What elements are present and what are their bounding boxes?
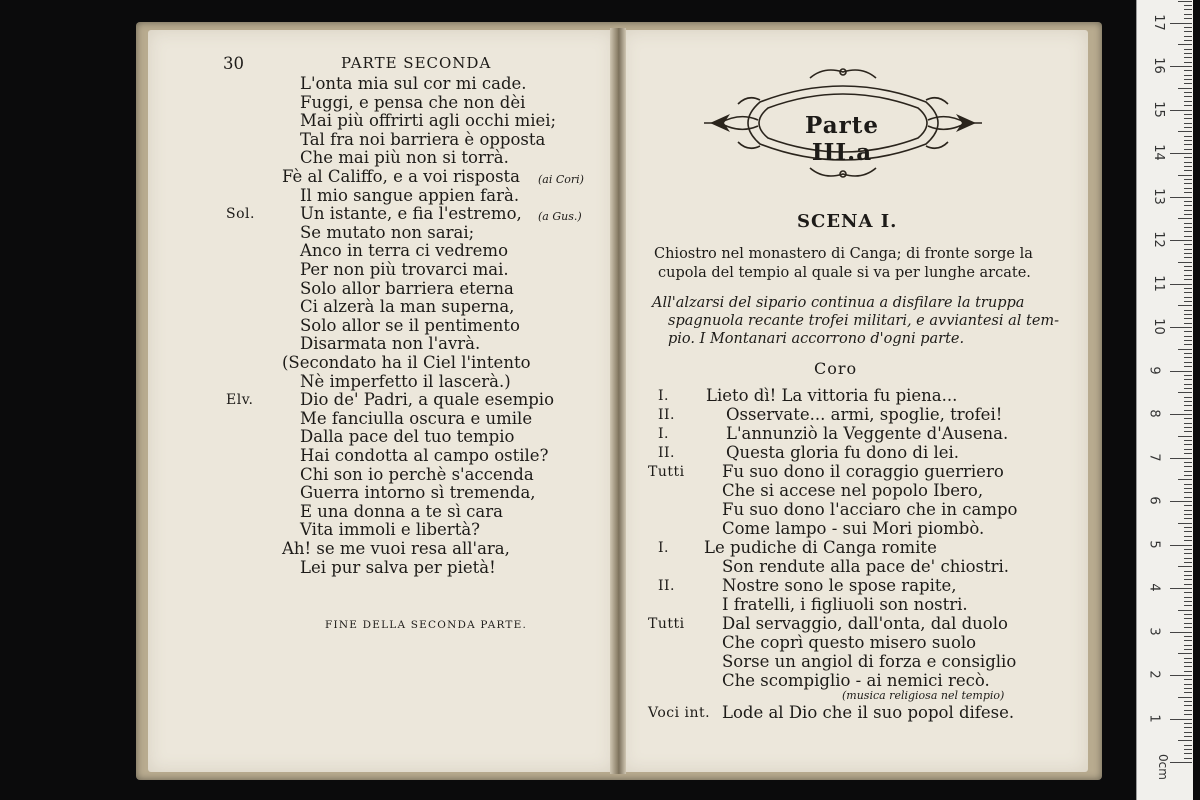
ruler-tick (1184, 579, 1192, 580)
ruler-tick (1170, 371, 1192, 372)
ruler-tick (1184, 749, 1192, 750)
ruler-tick (1170, 284, 1192, 285)
ruler-tick (1184, 627, 1192, 628)
ruler-tick (1184, 558, 1192, 559)
ruler-tick (1184, 666, 1192, 667)
ruler-tick (1184, 671, 1192, 672)
ruler-unit: 0cm (1155, 754, 1170, 780)
ruler-tick (1184, 505, 1192, 506)
ruler-tick (1184, 692, 1192, 693)
ruler-tick (1184, 275, 1192, 276)
ruler-tick (1184, 423, 1192, 424)
ruler-tick (1184, 18, 1192, 19)
ruler-tick (1184, 701, 1192, 702)
ruler-tick (1184, 418, 1192, 419)
ruler-tick (1184, 401, 1192, 402)
scene-setting-line: cupola del tempio al quale si va per lunghe arcate. (658, 265, 1031, 281)
ruler-tick (1184, 62, 1192, 63)
ruler-tick (1184, 136, 1192, 137)
ruler-label: 2 (1146, 670, 1162, 679)
ruler-label: 8 (1146, 409, 1162, 418)
ruler-tick (1184, 453, 1192, 454)
verse-line: Le pudiche di Canga romite (704, 538, 937, 557)
ruler-tick (1184, 210, 1192, 211)
speaker-label: Tutti (648, 464, 685, 480)
part-end-footer: FINE DELLA SECONDA PARTE. (325, 619, 528, 631)
ruler-tick (1170, 414, 1192, 415)
ruler-tick (1184, 736, 1192, 737)
ruler-tick (1184, 384, 1192, 385)
ruler-tick (1184, 114, 1192, 115)
ruler-tick (1170, 675, 1192, 676)
ruler-tick (1178, 436, 1192, 437)
ruler-tick (1184, 723, 1192, 724)
verse-line: Fuggi, e pensa che non dèi (300, 92, 526, 112)
ruler-tick (1184, 584, 1192, 585)
verse-line: Che coprì questo misero suolo (722, 633, 977, 652)
speaker-label: Sol. (226, 206, 255, 223)
verse-line: Ci alzerà la man superna, (300, 297, 515, 317)
speaker-label: Tutti (648, 616, 685, 632)
verse-line: Sorse un angiol di forza e consiglio (722, 652, 1017, 671)
ruler-tick (1184, 331, 1192, 332)
ruler-tick (1184, 70, 1192, 71)
ruler-tick (1184, 9, 1192, 10)
verse-line: Guerra intorno sì tremenda, (300, 483, 536, 503)
verse-line: Lode al Dio che il suo popol difese. (722, 703, 1015, 722)
ruler-tick (1178, 131, 1192, 132)
ruler-tick (1184, 397, 1192, 398)
verse-line: Chi son io perchè s'accenda (300, 464, 534, 484)
ruler-tick (1184, 270, 1192, 271)
ruler-tick (1184, 170, 1192, 171)
ruler-tick (1184, 249, 1192, 250)
ruler-tick (1184, 279, 1192, 280)
verse-line: Ah! se me vuoi resa all'ara, (282, 539, 510, 558)
ruler-tick (1184, 462, 1192, 463)
ruler-tick (1184, 679, 1192, 680)
speaker-label: II. (658, 578, 676, 594)
ruler-tick (1184, 162, 1192, 163)
ruler-tick (1184, 188, 1192, 189)
ruler-tick (1184, 571, 1192, 572)
ruler-tick (1184, 53, 1192, 54)
speaker-label: II. (658, 445, 676, 461)
ruler-tick (1184, 318, 1192, 319)
ruler-tick (1184, 431, 1192, 432)
ruler-label: 5 (1146, 539, 1162, 549)
ruler-tick (1170, 458, 1192, 459)
ruler-tick (1184, 636, 1192, 637)
ruler-tick (1184, 179, 1192, 180)
speaker-label: I. (658, 540, 669, 556)
ruler-tick (1178, 697, 1192, 698)
stage-direction-line: All'alzarsi del sipario continua a disfilare la truppa (652, 295, 1025, 311)
ruler-tick (1184, 688, 1192, 689)
verse-line: Fè al Califfo, e a voi risposta (282, 167, 521, 186)
ruler-tick (1178, 88, 1192, 89)
chorus-heading: Coro (814, 359, 858, 378)
verse-line: Tal fra noi barriera è opposta (300, 129, 546, 149)
ruler-tick (1178, 262, 1192, 263)
ruler-tick (1184, 536, 1192, 537)
ruler-tick (1184, 732, 1192, 733)
ruler-tick (1184, 101, 1192, 102)
ruler-label: 6 (1146, 496, 1162, 505)
speaker-label: I. (658, 426, 669, 442)
ruler-tick (1170, 545, 1192, 546)
ruler-tick (1184, 79, 1192, 80)
verse-line: Un istante, e fia l'estremo, (300, 204, 522, 224)
ruler-tick (1184, 40, 1192, 41)
verse-line: (Secondato ha il Ciel l'intento (282, 353, 531, 372)
verse-line: E una donna a te sì cara (300, 501, 503, 521)
verse-line: Dalla pace del tuo tempio (300, 427, 515, 447)
page-number: 30 (223, 54, 244, 73)
ruler-tick (1184, 492, 1192, 493)
ruler-tick (1170, 66, 1192, 67)
ruler-label: 12 (1150, 231, 1166, 248)
stage-note: (ai Cori) (538, 173, 584, 186)
ruler-tick (1184, 705, 1192, 706)
ruler-tick (1184, 49, 1192, 50)
ruler-tick (1184, 518, 1192, 519)
ruler-tick (1184, 362, 1192, 363)
ruler-tick (1184, 727, 1192, 728)
verse-line: Nostre sono le spose rapite, (722, 576, 957, 595)
scene-setting-line: Chiostro nel monastero di Canga; di fronte sorge la (654, 246, 1033, 262)
ruler-tick (1178, 305, 1192, 306)
ruler-tick (1184, 366, 1192, 367)
ruler-tick (1184, 14, 1192, 15)
ruler-tick (1184, 614, 1192, 615)
ruler-tick (1170, 327, 1192, 328)
ruler-tick (1184, 471, 1192, 472)
ruler-tick (1184, 223, 1192, 224)
ruler-tick (1184, 449, 1192, 450)
ruler-tick (1184, 105, 1192, 106)
running-head: PARTE SECONDA (341, 54, 492, 72)
ruler-tick (1184, 497, 1192, 498)
ruler-tick (1184, 601, 1192, 602)
ruler-tick (1184, 310, 1192, 311)
ruler-label: 11 (1150, 274, 1166, 292)
ruler-tick (1184, 231, 1192, 232)
verse-line: Hai condotta al campo ostile? (300, 446, 549, 465)
ruler-tick (1184, 244, 1192, 245)
ruler-tick (1184, 379, 1192, 380)
ruler-tick (1184, 645, 1192, 646)
speaker-label: II. (658, 407, 676, 423)
ruler-tick (1184, 31, 1192, 32)
verse-line: Son rendute alla pace de' chiostri. (722, 557, 1010, 576)
ruler-tick (1184, 758, 1192, 759)
verse-line: Disarmata non l'avrà. (300, 334, 481, 354)
ruler-tick (1184, 205, 1192, 206)
ruler-tick (1184, 466, 1192, 467)
ruler-tick (1184, 484, 1192, 485)
ruler-tick (1170, 240, 1192, 241)
ruler-tick (1184, 340, 1192, 341)
ruler-tick (1184, 405, 1192, 406)
verse-line: Che si accese nel popolo Ibero, (722, 481, 984, 500)
verse-line: Anco in terra ci vedremo (300, 241, 509, 261)
ruler-tick (1178, 218, 1192, 219)
ruler-tick (1178, 653, 1192, 654)
ruler-tick (1184, 531, 1192, 532)
verse-line: Che mai più non si torrà. (300, 148, 509, 168)
ruler-tick (1184, 253, 1192, 254)
book-gutter (610, 28, 626, 774)
ruler-label: 4 (1146, 583, 1162, 592)
ruler-tick (1178, 349, 1192, 350)
ruler-tick (1184, 323, 1192, 324)
ruler-tick (1184, 353, 1192, 354)
ruler-tick (1184, 227, 1192, 228)
verse-line: L'onta mia sul cor mi cade. (300, 74, 527, 93)
stage-note: (musica religiosa nel tempio) (842, 689, 1005, 702)
verse-line: Vita immoli e libertà? (300, 520, 481, 540)
ruler-tick (1184, 714, 1192, 715)
ruler-tick (1184, 183, 1192, 184)
stage-direction-line: spagnuola recante trofei militari, e avviantesi al tem- (668, 313, 1060, 329)
ruler-tick (1184, 427, 1192, 428)
ruler-tick (1178, 479, 1192, 480)
ruler-tick (1184, 553, 1192, 554)
part-title: Parte III.a (805, 112, 879, 166)
ruler-tick (1184, 597, 1192, 598)
ruler-tick (1184, 5, 1192, 6)
ruler-tick (1170, 762, 1192, 763)
ruler-tick (1184, 292, 1192, 293)
ruler-tick (1184, 192, 1192, 193)
ruler-tick (1184, 592, 1192, 593)
ruler-tick (1178, 566, 1192, 567)
ruler-tick (1184, 444, 1192, 445)
verse-line: Questa gloria fu dono di lei. (726, 443, 960, 462)
ruler-tick (1178, 523, 1192, 524)
ruler-tick (1184, 710, 1192, 711)
ruler-tick (1170, 110, 1192, 111)
ruler-tick (1170, 197, 1192, 198)
ruler-tick (1170, 501, 1192, 502)
scene-heading: SCENA I. (797, 211, 898, 232)
ruler-tick (1184, 214, 1192, 215)
ruler-tick (1184, 510, 1192, 511)
ruler-label: 7 (1146, 452, 1162, 462)
ruler-tick (1184, 314, 1192, 315)
ruler-label: 16 (1150, 57, 1166, 74)
ruler-tick (1184, 288, 1192, 289)
ruler-label: 14 (1150, 144, 1166, 161)
ruler-tick (1184, 649, 1192, 650)
ruler-tick (1170, 153, 1192, 154)
ruler-tick (1184, 658, 1192, 659)
verse-line: Me fanciulla oscura e umile (300, 408, 533, 428)
ruler-tick (1170, 632, 1192, 633)
ruler-tick (1184, 266, 1192, 267)
ruler-tick (1184, 118, 1192, 119)
ruler-tick (1184, 375, 1192, 376)
ruler-tick (1170, 719, 1192, 720)
ruler-tick (1170, 23, 1192, 24)
ruler-tick (1184, 357, 1192, 358)
ruler-tick (1178, 740, 1192, 741)
ruler-tick (1178, 44, 1192, 45)
verse-line: Solo allor se il pentimento (300, 315, 520, 335)
ruler-tick (1184, 388, 1192, 389)
ruler-tick (1184, 157, 1192, 158)
ruler-tick (1184, 57, 1192, 58)
ruler-tick (1184, 540, 1192, 541)
ruler-label: 13 (1150, 187, 1166, 205)
ruler-tick (1184, 640, 1192, 641)
verse-line: Mai più offrirti agli occhi miei; (300, 111, 557, 131)
speaker-label: Elv. (226, 392, 254, 409)
ruler-tick (1184, 92, 1192, 93)
ruler-tick (1184, 83, 1192, 84)
verse-line: Lei pur salva per pietà! (300, 557, 496, 577)
speaker-label: I. (658, 388, 669, 404)
ruler-tick (1184, 488, 1192, 489)
ruler-tick (1178, 610, 1192, 611)
ruler-label: 9 (1146, 365, 1162, 375)
verse-line: Che scompiglio - ai nemici recò. (722, 671, 990, 690)
ruler-tick (1184, 144, 1192, 145)
verse-line: Il mio sangue appien farà. (300, 185, 520, 205)
ruler-label: 17 (1150, 13, 1166, 31)
ruler-tick (1184, 166, 1192, 167)
ruler-tick (1184, 301, 1192, 302)
verse-line: Nè imperfetto il lascerà.) (300, 371, 511, 391)
verse-line: Come lampo - sui Mori piombò. (722, 519, 985, 538)
verse-line: Solo allor barriera eterna (300, 278, 514, 298)
verse-line: Fu suo dono il coraggio guerriero (722, 462, 1004, 481)
stage-note: (a Gus.) (538, 210, 582, 224)
ruler-label: 1 (1146, 713, 1162, 723)
ruler-tick (1170, 588, 1192, 589)
ruler-tick (1184, 140, 1192, 141)
ruler-tick (1184, 123, 1192, 124)
stage-direction-line: pio. I Montanari accorrono d'ogni parte. (668, 331, 965, 347)
ruler-tick (1184, 618, 1192, 619)
ruler-tick (1184, 605, 1192, 606)
verse-line: Fu suo dono l'acciaro che in campo (722, 500, 1018, 519)
ruler-label: 10 (1150, 318, 1166, 335)
ruler-tick (1184, 527, 1192, 528)
verse-line: Dio de' Padri, a quale esempio (300, 390, 555, 410)
ruler-tick (1184, 562, 1192, 563)
ruler-tick (1178, 175, 1192, 176)
ruler-tick (1184, 662, 1192, 663)
ruler-tick (1184, 96, 1192, 97)
ruler-tick (1184, 684, 1192, 685)
ruler-tick (1184, 745, 1192, 746)
ruler-tick (1184, 753, 1192, 754)
ruler-label: 15 (1150, 100, 1166, 118)
ruler-tick (1184, 549, 1192, 550)
ruler-tick (1184, 297, 1192, 298)
ruler-tick (1184, 440, 1192, 441)
verse-line: Dal servaggio, dall'onta, dal duolo (722, 614, 1008, 633)
ruler-tick (1184, 410, 1192, 411)
verse-line: I fratelli, i figliuoli son nostri. (722, 595, 968, 614)
ruler-tick (1184, 344, 1192, 345)
ruler-tick (1184, 149, 1192, 150)
ruler-tick (1184, 27, 1192, 28)
verse-line: Se mutato non sarai; (300, 222, 475, 242)
ruler-tick (1184, 475, 1192, 476)
speaker-label: Voci int. (648, 705, 711, 721)
ruler-tick (1178, 392, 1192, 393)
ruler-tick (1184, 236, 1192, 237)
ruler-tick (1184, 575, 1192, 576)
ruler-tick (1184, 623, 1192, 624)
ruler-label: 3 (1146, 626, 1162, 636)
ruler-tick (1184, 75, 1192, 76)
ruler-tick (1184, 257, 1192, 258)
ruler-tick (1184, 514, 1192, 515)
verse-line: Osservate... armi, spoglie, trofei! (726, 405, 1003, 424)
verse-line: L'annunziò la Veggente d'Ausena. (726, 424, 1009, 443)
ruler-tick (1184, 201, 1192, 202)
ruler-tick (1184, 36, 1192, 37)
ruler-tick (1184, 336, 1192, 337)
verse-line: Lieto dì! La vittoria fu piena... (706, 386, 958, 405)
ruler-tick (1184, 127, 1192, 128)
ruler-tick (1178, 1, 1192, 2)
verse-line: Per non più trovarci mai. (300, 260, 509, 279)
